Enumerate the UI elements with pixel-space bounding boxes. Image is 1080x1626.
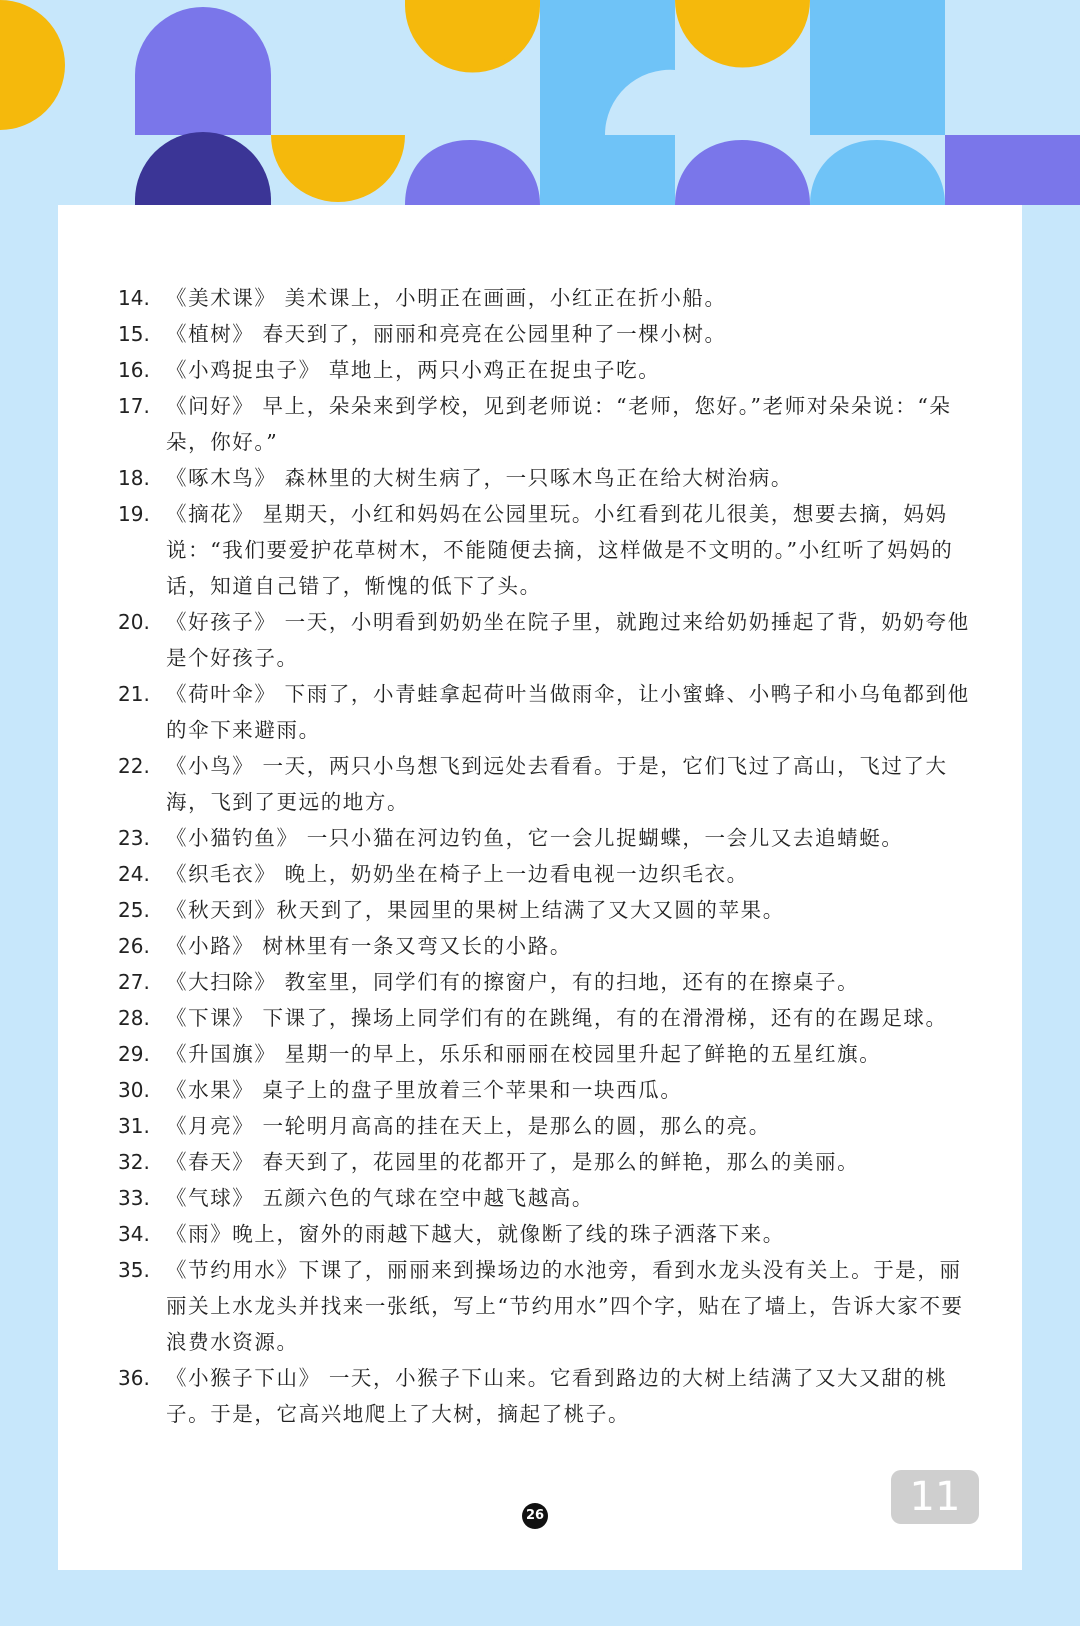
decorative-banner	[0, 0, 1080, 205]
list-item	[118, 1000, 978, 1036]
item-number: 17.	[118, 394, 150, 418]
list-item	[118, 1108, 978, 1144]
item-number: 27.	[118, 970, 150, 994]
list-item	[118, 352, 978, 388]
item-number: 36.	[118, 1366, 150, 1390]
item-number: 30.	[118, 1078, 150, 1102]
list-item	[118, 1072, 978, 1108]
list-item	[118, 316, 978, 352]
item-text: 《月亮》 一轮明月高高的挂在天上，是那么的圆，那么的亮。	[166, 1114, 771, 1138]
content-page	[58, 205, 1022, 1570]
list-item	[118, 892, 978, 928]
item-text: 《荷叶伞》 下雨了，小青蛙拿起荷叶当做雨伞，让小蜜蜂、小鸭子和小乌龟都到他的伞下来避雨。	[166, 682, 970, 742]
item-number: 22.	[118, 754, 150, 778]
list-item	[118, 748, 978, 820]
item-text: 《小路》 树林里有一条又弯又长的小路。	[166, 934, 572, 958]
item-number: 24.	[118, 862, 150, 886]
list-item	[118, 928, 978, 964]
item-text: 《植树》 春天到了，丽丽和亮亮在公园里种了一棵小树。	[166, 322, 727, 346]
item-number: 33.	[118, 1186, 150, 1210]
list-item	[118, 388, 978, 460]
item-text: 《大扫除》 教室里，同学们有的擦窗户，有的扫地，还有的在擦桌子。	[166, 970, 860, 994]
item-text: 《美术课》 美术课上，小明正在画画，小红正在折小船。	[166, 286, 727, 310]
item-text: 《小猴子下山》 一天，小猴子下山来。它看到路边的大树上结满了又大又甜的桃子。于是，它高兴地爬上了大树，摘起了桃子。	[166, 1366, 948, 1426]
item-number: 23.	[118, 826, 150, 850]
item-number: 26.	[118, 934, 150, 958]
list-item	[118, 604, 978, 676]
item-number: 29.	[118, 1042, 150, 1066]
list-item	[118, 820, 978, 856]
item-number: 16.	[118, 358, 150, 382]
item-number: 21.	[118, 682, 150, 706]
item-text: 《秋天到》秋天到了，果园里的果树上结满了又大又圆的苹果。	[166, 898, 785, 922]
item-text: 《升国旗》 星期一的早上，乐乐和丽丽在校园里升起了鲜艳的五星红旗。	[166, 1042, 882, 1066]
item-number: 14.	[118, 286, 150, 310]
item-text: 《小猫钓鱼》 一只小猫在河边钓鱼，它一会儿捉蝴蝶，一会儿又去追蜻蜓。	[166, 826, 904, 850]
list-item	[118, 676, 978, 748]
item-text: 《问好》 早上，朵朵来到学校，见到老师说：“老师，您好。”老师对朵朵说：“朵朵，你好。”	[166, 394, 952, 454]
item-text: 《节约用水》下课了，丽丽来到操场边的水池旁，看到水龙头没有关上。于是，丽丽关上水龙头并找来一张纸，写上“节约用水”四个字，贴在了墙上，告诉大家不要浪费水资源。	[166, 1258, 964, 1354]
list-item	[118, 496, 978, 604]
item-text: 《小鸡捉虫子》 草地上，两只小鸡正在捉虫子吃。	[166, 358, 661, 382]
item-number: 32.	[118, 1150, 150, 1174]
item-text: 《啄木鸟》 森林里的大树生病了，一只啄木鸟正在给大树治病。	[166, 466, 793, 490]
geometric-pattern	[0, 0, 1080, 205]
item-text: 《春天》 春天到了，花园里的花都开了，是那么的鲜艳，那么的美丽。	[166, 1150, 860, 1174]
list-item	[118, 280, 978, 316]
item-number: 35.	[118, 1258, 150, 1282]
corner-badge: 11	[891, 1470, 979, 1524]
item-text: 《织毛衣》 晚上，奶奶坐在椅子上一边看电视一边织毛衣。	[166, 862, 749, 886]
item-text: 《气球》 五颜六色的气球在空中越飞越高。	[166, 1186, 595, 1210]
item-text: 《摘花》 星期天，小红和妈妈在公园里玩。小红看到花儿很美，想要去摘，妈妈说：“我们要爱护花草树木，不能随便去摘，这样做是不文明的。”小红听了妈妈的话，知道自己错了，惭愧的低下了头。	[166, 502, 954, 598]
item-text: 《下课》 下课了，操场上同学们有的在跳绳，有的在滑滑梯，还有的在踢足球。	[166, 1006, 948, 1030]
item-text: 《雨》晚上，窗外的雨越下越大，就像断了线的珠子洒落下来。	[166, 1222, 785, 1246]
item-number: 28.	[118, 1006, 150, 1030]
list-item	[118, 1216, 978, 1252]
item-number: 18.	[118, 466, 150, 490]
list-item	[118, 1144, 978, 1180]
item-number: 34.	[118, 1222, 150, 1246]
list-item	[118, 460, 978, 496]
item-number: 19.	[118, 502, 150, 526]
item-text: 《小鸟》 一天，两只小鸟想飞到远处去看看。于是，它们飞过了高山，飞过了大海，飞到了更远的地方。	[166, 754, 948, 814]
list-item	[118, 856, 978, 892]
list-item	[118, 1180, 978, 1216]
item-text: 《水果》 桌子上的盘子里放着三个苹果和一块西瓜。	[166, 1078, 683, 1102]
item-number: 15.	[118, 322, 150, 346]
list-item	[118, 964, 978, 1000]
list-item	[118, 1360, 978, 1432]
page-number: 26	[522, 1503, 548, 1529]
sentence-list	[118, 280, 978, 1432]
list-item	[118, 1036, 978, 1072]
item-number: 20.	[118, 610, 150, 634]
item-text: 《好孩子》 一天，小明看到奶奶坐在院子里，就跑过来给奶奶捶起了背，奶奶夸他是个好孩子。	[166, 610, 970, 670]
list-item	[118, 1252, 978, 1360]
item-number: 25.	[118, 898, 150, 922]
item-number: 31.	[118, 1114, 150, 1138]
